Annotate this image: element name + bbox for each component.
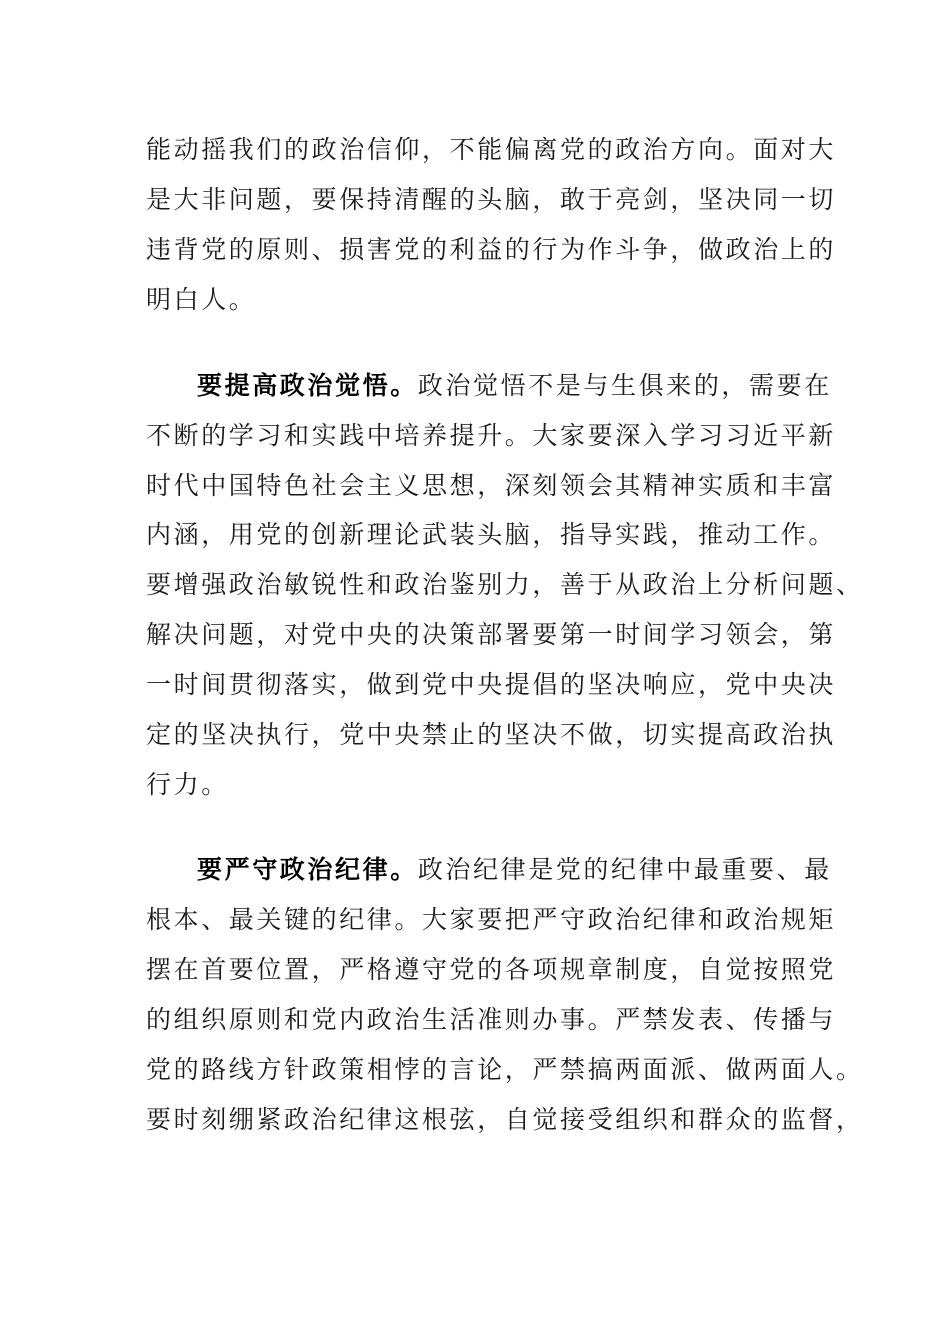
paragraph-line: 行力。	[146, 770, 229, 799]
paragraph-line: 定的坚决执行，党中央禁止的坚决不做，切实提高政治执	[146, 720, 837, 749]
paragraph-line: 解决问题，对党中央的决策部署要第一时间学习领会，第	[146, 620, 837, 649]
paragraph-line: 摆在首要位置，严格遵守党的各项规章制度，自觉按照党	[146, 955, 837, 984]
paragraph-line: 是大非问题，要保持清醒的头脑，敢于亮剑，坚决同一切	[146, 185, 837, 214]
section-heading: 要提高政治觉悟。	[197, 371, 418, 400]
paragraph-first-line	[197, 853, 832, 887]
paragraph-line: 要增强政治敏锐性和政治鉴别力，善于从政治上分析问题、	[146, 570, 864, 599]
paragraph-line: 的组织原则和党内政治生活准则办事。严禁发表、传播与	[146, 1005, 837, 1034]
section-heading: 要严守政治纪律。	[197, 855, 418, 884]
paragraph-line: 能动摇我们的政治信仰，不能偏离党的政治方向。面对大	[146, 135, 837, 164]
paragraph-line: 要时刻绷紧政治纪律这根弦，自觉接受组织和群众的监督，	[146, 1105, 864, 1134]
paragraph-line: 根本、最关键的纪律。大家要把严守政治纪律和政治规矩	[146, 905, 837, 934]
paragraph-line: 一时间贯彻落实，做到党中央提倡的坚决响应，党中央决	[146, 670, 837, 699]
paragraph-line: 不断的学习和实践中培养提升。大家要深入学习习近平新	[146, 421, 837, 450]
paragraph-first-line	[197, 369, 832, 403]
paragraph-text: 政治觉悟不是与生俱来的，需要在	[417, 371, 832, 400]
paragraph-line: 违背党的原则、损害党的利益的行为作斗争，做政治上的	[146, 235, 837, 264]
paragraph-line: 明白人。	[146, 285, 257, 314]
paragraph-line: 内涵，用党的创新理论武装头脑，指导实践，推动工作。	[146, 520, 837, 549]
paragraph-line: 时代中国特色社会主义思想，深刻领会其精神实质和丰富	[146, 471, 837, 500]
paragraph-line: 党的路线方针政策相悖的言论，严禁搞两面派、做两面人。	[146, 1055, 864, 1084]
paragraph-text: 政治纪律是党的纪律中最重要、最	[417, 855, 832, 884]
